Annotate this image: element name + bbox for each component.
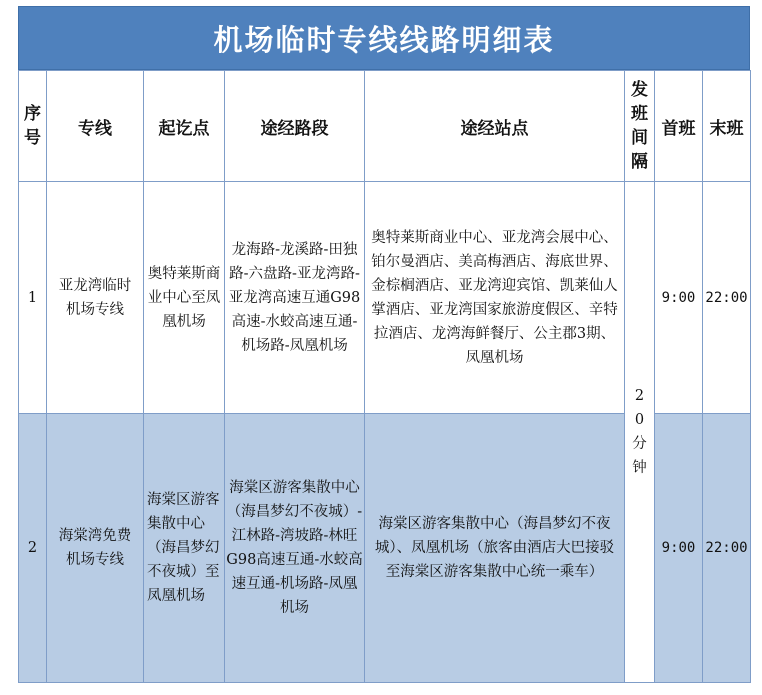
table-row [19,182,751,414]
row-stops: 海棠区游客集散中心（海昌梦幻不夜城）、凤凰机场（旅客由酒店大巴接驳至海棠区游客集散中心统一乘车） [365,414,625,683]
route-table [18,70,751,683]
header-endpoints: 起讫点 [144,71,225,182]
row-no: 1 [19,182,47,414]
row-first: 9:00 [655,182,703,414]
row-line: 亚龙湾临时机场专线 [47,182,144,414]
interval-cell [625,182,655,683]
header-interval: 发班间隔 [625,71,655,182]
row-first: 9:00 [655,414,703,683]
table-title: 机场临时专线线路明细表 [18,6,750,70]
row-stops: 奥特莱斯商业中心、亚龙湾会展中心、铂尔曼酒店、美高梅酒店、海底世界、金棕榈酒店、亚龙湾迎宾馆、凯莱仙人掌酒店、亚龙湾国家旅游度假区、辛特拉酒店、龙湾海鲜餐厅、公主郡3期、凤凰机场 [365,182,625,414]
row-endpoints: 奥特莱斯商业中心至凤凰机场 [144,182,225,414]
row-last: 22:00 [703,182,751,414]
header-stops: 途经站点 [365,71,625,182]
row-endpoints: 海棠区游客集散中心（海昌梦幻不夜城）至凤凰机场 [144,414,225,683]
header-route: 途经路段 [225,71,365,182]
interval-value: 20分钟 [632,388,647,476]
header-row [19,71,751,182]
row-route: 龙海路-龙溪路-田独路-六盘路-亚龙湾路-亚龙湾高速互通G98高速-水蛟高速互通-机场路-凤凰机场 [225,182,365,414]
row-no: 2 [19,414,47,683]
row-route: 海棠区游客集散中心（海昌梦幻不夜城）-江林路-湾坡路-林旺G98高速互通-水蛟高速互通-机场路-凤凰机场 [225,414,365,683]
header-no: 序号 [19,71,47,182]
header-line: 专线 [47,71,144,182]
header-last: 末班 [703,71,751,182]
row-line: 海棠湾免费机场专线 [47,414,144,683]
row-last: 22:00 [703,414,751,683]
route-table-sheet [18,6,750,686]
header-first: 首班 [655,71,703,182]
